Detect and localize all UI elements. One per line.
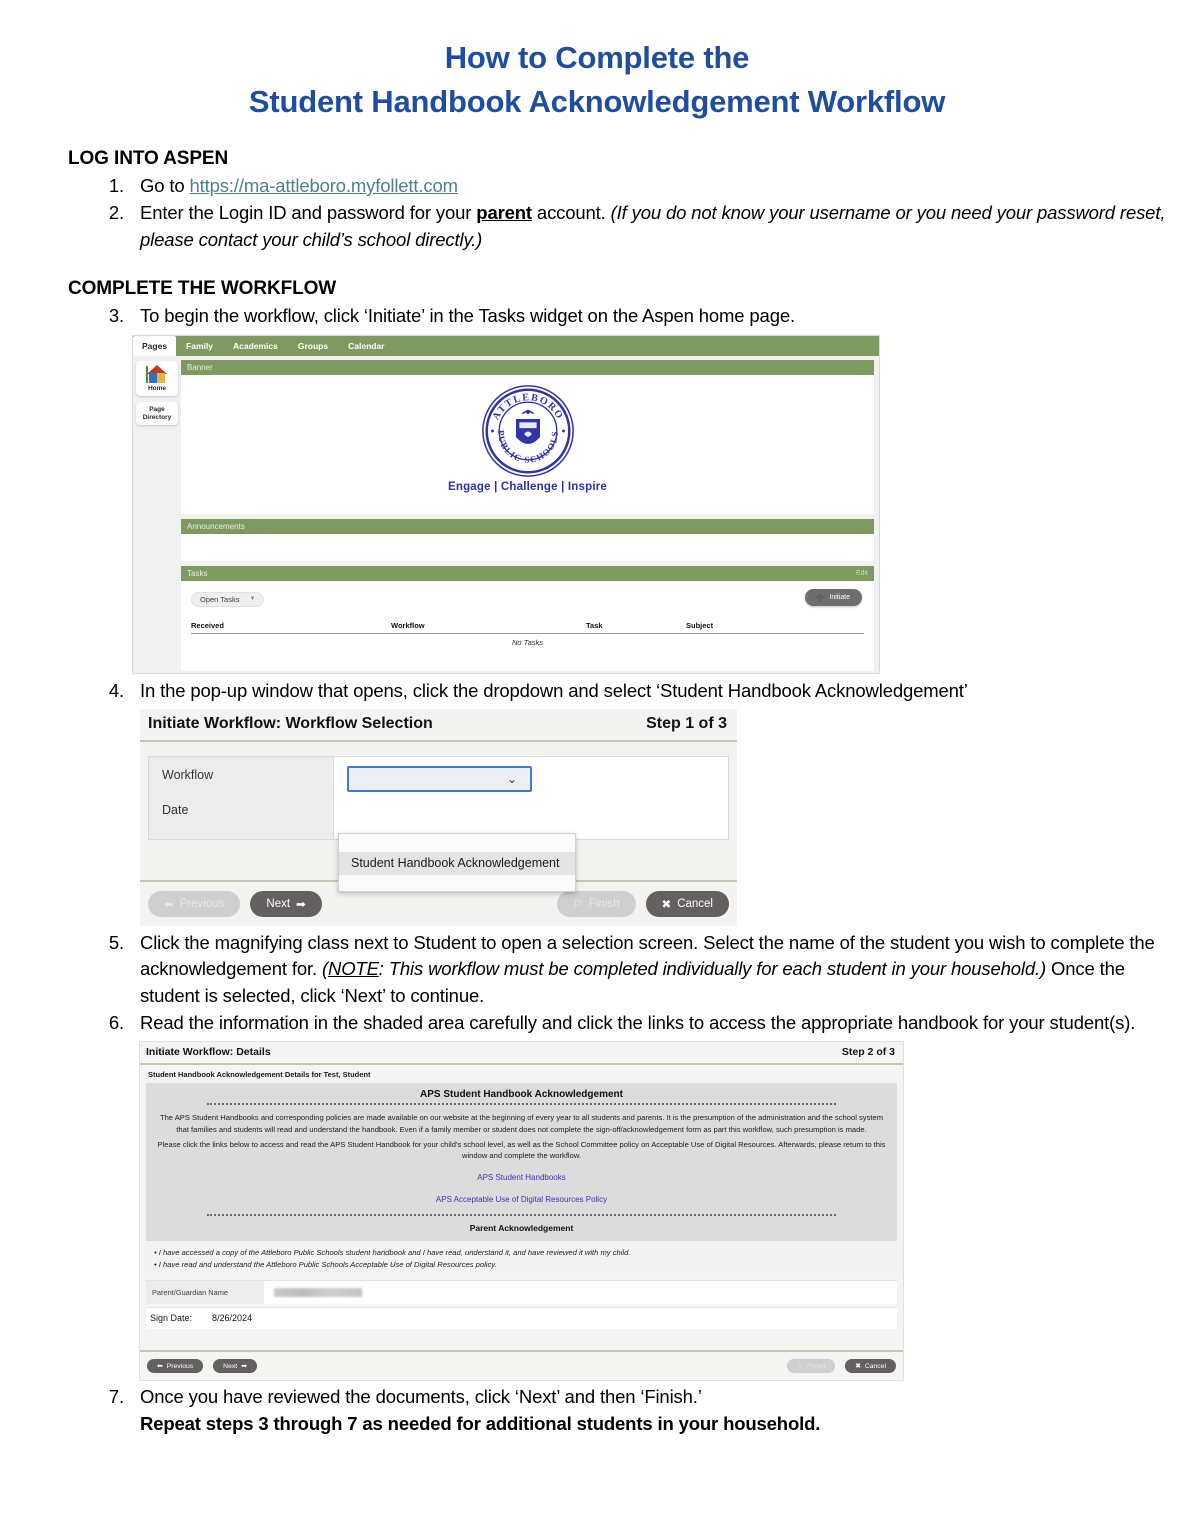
workflow-selection-form — [148, 756, 729, 840]
previous-button[interactable] — [148, 891, 240, 917]
divider-dotted-2 — [207, 1214, 836, 1216]
list-item-step-2 — [98, 200, 1180, 254]
tasks-empty-message: No Tasks — [512, 637, 543, 647]
step-number-7: 7. — [108, 1386, 124, 1408]
step-3-text: To begin the workflow, click ‘Initiate’ in the Tasks widget on the Aspen home page. — [140, 304, 795, 326]
plus-icon: ➕ — [814, 591, 826, 602]
widget-tasks-title: Tasks — [187, 568, 208, 578]
list-item-step-1 — [98, 173, 1180, 200]
widget-tasks-edit-link[interactable]: Edit — [855, 569, 868, 577]
dialog-footer-step2 — [140, 1350, 903, 1380]
steps-list-56 — [0, 930, 1194, 1038]
sidebar-item-home[interactable] — [136, 361, 178, 396]
acknowledgement-statements — [146, 1244, 897, 1275]
close-icon: ✖ — [855, 1363, 861, 1371]
section-heading-login: LOG INTO ASPEN — [68, 148, 229, 170]
step-2-parent-emphasis: parent — [476, 201, 532, 223]
section-heading-workflow: COMPLETE THE WORKFLOW — [68, 277, 337, 299]
home-icon — [146, 365, 168, 383]
widget-tasks-header — [181, 566, 874, 581]
step-2-text-b: account. — [531, 201, 611, 223]
workflow-dropdown-menu[interactable] — [338, 833, 576, 892]
details-heading: APS Student Handbook Acknowledgement — [420, 1089, 623, 1101]
screenshot-initiate-workflow-step1 — [140, 709, 737, 926]
widget-announcements — [181, 519, 874, 561]
list-item-step-4 — [98, 678, 1180, 705]
step-7-text: Once you have reviewed the documents, click ‘Next’ and then ‘Finish.’ — [140, 1386, 702, 1408]
field-label-workflow: Workflow — [162, 767, 214, 782]
sign-date-row — [146, 1307, 897, 1329]
list-item-step-3 — [98, 303, 1180, 330]
flag-icon: ⚐ — [796, 1363, 803, 1371]
page-title-line2: Student Handbook Acknowledgement Workflow — [248, 84, 946, 120]
aspen-top-navigation — [133, 336, 879, 356]
cancel-button-label: Cancel — [677, 897, 713, 910]
attleboro-public-schools-seal-icon — [480, 383, 576, 479]
step-2-text-a: Enter the Login ID and password for your — [140, 201, 477, 223]
steps-list-login — [0, 173, 1194, 254]
widget-announcements-header — [181, 519, 874, 534]
sign-date-value: 8/26/2024 — [212, 1313, 253, 1324]
close-icon: ✖ — [661, 898, 672, 911]
initiate-button[interactable] — [805, 589, 862, 606]
flag-icon: ⚐ — [572, 898, 583, 911]
chevron-down-icon: ▼ — [249, 596, 256, 603]
workflow-select[interactable] — [347, 766, 532, 792]
aspen-tab-family[interactable]: Family — [186, 340, 213, 351]
steps-list-4 — [0, 678, 1194, 705]
next-button-step2[interactable] — [213, 1359, 257, 1373]
details-shaded-panel — [146, 1083, 897, 1241]
step-2-note: (If you do not know your username or you need your password reset, please contact your child’s school directly.) — [140, 201, 1166, 250]
parent-guardian-name-row — [146, 1280, 897, 1304]
column-header-subject: Subject — [686, 620, 714, 630]
step-number-6: 6. — [108, 1012, 124, 1034]
widget-tasks — [181, 566, 874, 671]
link-aps-student-handbooks[interactable]: APS Student Handbooks — [477, 1173, 566, 1183]
aspen-tab-groups[interactable]: Groups — [297, 340, 329, 351]
menu-item-student-handbook-acknowledgement[interactable]: Student Handbook Acknowledgement — [339, 852, 575, 875]
column-header-task: Task — [586, 620, 603, 630]
step-5-note-body: : This workflow must be completed individually for each student in your household.) — [378, 958, 1047, 980]
acknowledgement-item-1: • I have accessed a copy of the Attleboro Public Schools student handbook and I have read, understand it, and have reviewed it with my child. — [154, 1248, 631, 1258]
arrow-left-icon: ⬅ — [164, 898, 174, 911]
open-tasks-filter-label: Open Tasks — [200, 594, 240, 604]
svg-text:ATTLEBORO: ATTLEBORO — [490, 391, 565, 422]
parent-acknowledgement-heading: Parent Acknowledgement — [469, 1223, 574, 1234]
previous-button-step2-label: Previous — [166, 1362, 194, 1370]
field-label-date: Date — [162, 802, 189, 817]
arrow-right-icon: ➡ — [241, 1363, 247, 1371]
cancel-button[interactable] — [646, 891, 729, 917]
step-number-2: 2. — [108, 201, 124, 223]
column-header-received: Received — [191, 620, 224, 630]
next-button-step2-label: Next — [223, 1362, 238, 1370]
finish-button[interactable] — [557, 891, 636, 917]
sidebar-item-page-directory[interactable] — [136, 402, 178, 425]
aspen-tab-academics[interactable]: Academics — [232, 340, 278, 351]
sidebar-item-page-directory-label: Page Directory — [142, 405, 172, 421]
details-paragraph-2: Please click the links below to access and read the APS Student Handbook for your child’s school level, as well as the School Committee policy on Acceptable Use of Digital Resources. Afterwards, please return to this window and complete the workflow. — [157, 1139, 886, 1161]
link-aps-acceptable-use-policy[interactable]: APS Acceptable Use of Digital Resources Policy — [435, 1195, 608, 1205]
dialog-title: Initiate Workflow: Workflow Selection — [148, 714, 433, 732]
parent-guardian-name-field[interactable] — [274, 1288, 362, 1297]
svg-text:PUBLIC SCHOOLS: PUBLIC SCHOOLS — [495, 429, 560, 465]
list-item-step-7 — [98, 1384, 1180, 1438]
step-number-5: 5. — [108, 931, 124, 953]
page-title-line1: How to Complete the — [444, 40, 750, 75]
details-step-indicator: Step 2 of 3 — [841, 1046, 895, 1059]
next-button-label: Next — [266, 897, 291, 910]
list-item-step-5 — [98, 930, 1180, 1011]
step-5-note-open: ( — [321, 958, 328, 980]
step-number-4: 4. — [108, 679, 124, 701]
widget-announcements-body — [181, 534, 874, 561]
sidebar-item-home-label: Home — [147, 384, 167, 392]
parent-guardian-name-label: Parent/Guardian Name — [146, 1281, 264, 1304]
step-4-text: In the pop-up window that opens, click the dropdown and select ‘Student Handbook Acknowledgement’ — [140, 679, 968, 701]
banner-tagline: Engage | Challenge | Inspire — [447, 480, 607, 493]
arrow-right-icon: ➡ — [296, 898, 306, 911]
step-1-prefix: Go to — [140, 175, 190, 197]
finish-button-step2-label: Finish — [806, 1362, 826, 1370]
details-paragraph-1: The APS Student Handbooks and corresponding policies are made available on our website at the beginning of every year to all students and parents. It is the presumption of the administration and the school system that families and students will read and understand the handbook. Even if a family member or student does not complete the sign-off/acknowledgement form as part this workflow, such presumption is made. — [159, 1113, 884, 1134]
aspen-sidebar — [133, 356, 181, 674]
page-title — [0, 0, 1194, 124]
step-5-note-label: NOTE — [327, 958, 379, 980]
tasks-table — [191, 621, 864, 647]
cancel-button-step2-label: Cancel — [864, 1362, 886, 1370]
details-subtitle: Student Handbook Acknowledgement Details for Test, Student — [148, 1070, 371, 1080]
acknowledgement-item-2: • I have read and understand the Attleboro Public Schools Acceptable Use of Digital Resources policy. — [154, 1260, 497, 1270]
next-button[interactable] — [250, 891, 321, 917]
step-6-text: Read the information in the shaded area carefully and click the links to access the appropriate handbook for your student(s). — [140, 1012, 1136, 1034]
aspen-tab-pages[interactable]: Pages — [133, 336, 176, 356]
widget-banner-header — [181, 360, 874, 375]
widget-banner — [181, 360, 874, 514]
details-title: Initiate Workflow: Details — [146, 1046, 271, 1059]
step-7-repeat-note: Repeat steps 3 through 7 as needed for additional students in your household. — [140, 1413, 821, 1435]
details-title-bar — [140, 1042, 903, 1065]
arrow-left-icon: ⬅ — [157, 1363, 163, 1371]
step-number-3: 3. — [108, 304, 124, 326]
screenshot-aspen-home — [132, 335, 880, 674]
previous-button-step2[interactable] — [147, 1359, 203, 1373]
initiate-button-label: Initiate — [829, 593, 850, 601]
cancel-button-step2[interactable] — [845, 1359, 896, 1373]
step-number-1: 1. — [108, 175, 124, 197]
tasks-table-header — [191, 621, 864, 634]
dialog-step-indicator: Step 1 of 3 — [646, 714, 727, 732]
widget-banner-title: Banner — [187, 362, 213, 372]
column-header-workflow: Workflow — [391, 620, 425, 630]
step-5-text-a: Click the magnifying class next to Student to open a selection screen. Select the name of the student you wish to complete the acknowledgement for. — [140, 931, 1155, 980]
screenshot-initiate-workflow-step2 — [139, 1041, 904, 1381]
open-tasks-filter-dropdown[interactable] — [191, 592, 264, 607]
chevron-down-icon: ⌄ — [506, 771, 517, 786]
steps-list-7 — [0, 1384, 1194, 1438]
aspen-tab-calendar[interactable]: Calendar — [348, 340, 385, 351]
previous-button-label: Previous — [179, 897, 225, 910]
step-5-text-b: Once the student is selected, click ‘Next’ to continue. — [140, 958, 1125, 1007]
list-item-step-6 — [98, 1010, 1180, 1037]
widget-announcements-title: Announcements — [187, 521, 245, 531]
sign-date-label: Sign Date: — [150, 1313, 193, 1324]
finish-button-step2[interactable] — [787, 1359, 835, 1373]
finish-button-label: Finish — [588, 897, 620, 910]
dialog-title-bar — [140, 709, 737, 742]
steps-list-workflow — [0, 303, 1194, 330]
aspen-portal-link[interactable]: https://ma-attleboro.myfollett.com — [189, 175, 458, 197]
divider-dotted — [207, 1103, 836, 1105]
